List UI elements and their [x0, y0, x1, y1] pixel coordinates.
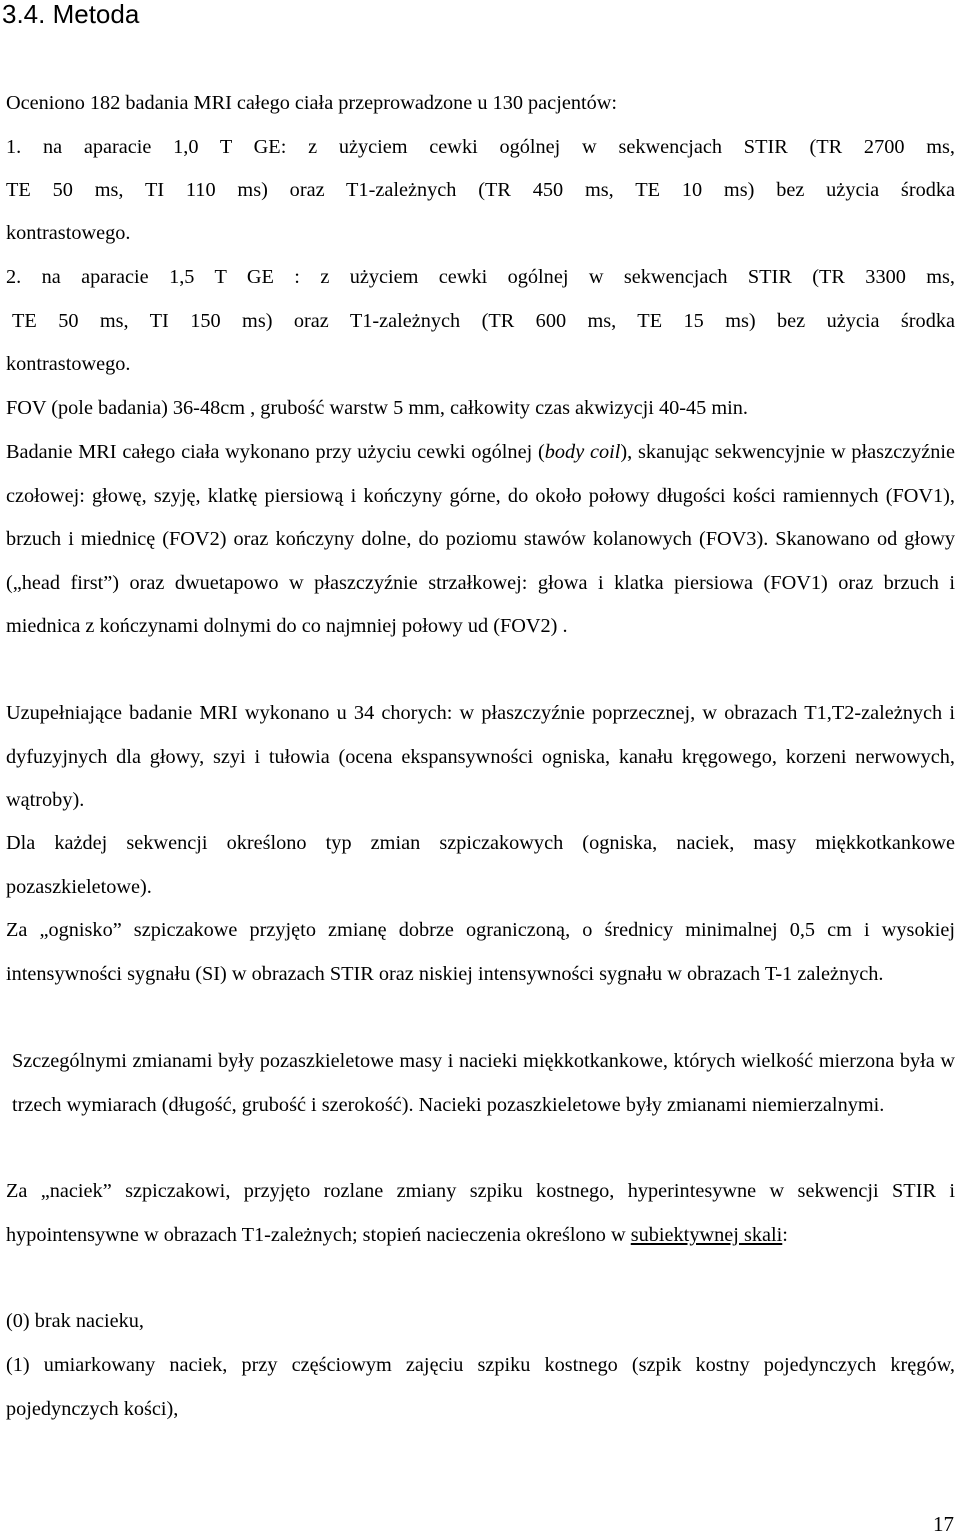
- item-1-line-2: TE 50 ms, TI 110 ms) oraz T1-zależnych (TR 450 ms, TE 10 ms) bez użycia środka: [6, 179, 955, 201]
- paragraph-ognisko: Za „ognisko” szpiczakowe przyjęto zmianę dobrze ograniczoną, o średnicy minimalnej 0,5 cm i wysokiej intensywności sygnału (SI) w obrazach STIR oraz niskiej intensywności sygnału w obrazach T-1 zależnych.: [6, 919, 955, 985]
- page-number: 17: [933, 1512, 954, 1536]
- body-coil-term: body coil: [544, 441, 621, 463]
- paragraph-badanie-rest: ), skanując sekwencyjnie w płaszczyźnie czołowej: głowę, szyję, klatkę piersiową i kończyny górne, do około połowy długości kości ramiennych (FOV1), brzuch i miednicę (FOV2) oraz kończyny dolne, do poziomu stawów kolanowych (FOV3). Skanowano od głowy („head first”) oraz dwuetapowo w płaszczyźnie strzałkowej: głowa i klatka piersiowa (FOV1) oraz brzuch i miednica z kończynami dolnymi do co najmniej połowy ud (FOV2) .: [6, 441, 956, 638]
- paragraph-naciek: [6, 1170, 955, 1257]
- item-2-line-2: TE 50 ms, TI 150 ms) oraz T1-zależnych (TR 600 ms, TE 15 ms) bez użycia środka: [12, 310, 955, 332]
- item-2-line-3: kontrastowego.: [6, 353, 131, 375]
- intro-line: Oceniono 182 badania MRI całego ciała przeprowadzone u 130 pacjentów:: [6, 92, 618, 114]
- fov-line: FOV (pole badania) 36-48cm , grubość warstw 5 mm, całkowity czas akwizycji 40-45 min.: [6, 397, 748, 419]
- item-1-line-1: 1. na aparacie 1,0 T GE: z użyciem cewki ogólnej w sekwencjach STIR (TR 2700 ms,: [6, 136, 955, 158]
- item-2-line-1: 2. na aparacie 1,5 T GE : z użyciem cewki ogólnej w sekwencjach STIR (TR 3300 ms,: [6, 266, 955, 288]
- paragraph-badanie: [6, 431, 955, 649]
- paragraph-uzupelniajace: Uzupełniające badanie MRI wykonano u 34 chorych: w płaszczyźnie poprzecznej, w obrazach T1,T2-zależnych i dyfuzyjnych dla głowy, szyi i tułowia (ocena ekspansywności ogniska, kanału kręgowego, korzeni nerwowych, wątroby).: [6, 702, 955, 812]
- paragraph-badanie-start: Badanie MRI całego ciała wykonano przy użyciu cewki ogólnej (: [6, 441, 545, 463]
- section-heading: 3.4. Metoda: [2, 0, 140, 29]
- paragraph-dla-kazdej: Dla każdej sekwencji określono typ zmian szpiczakowych (ogniska, naciek, masy miękkotkankowe pozaszkieletowe).: [6, 832, 955, 898]
- paragraph-naciek-main: Za „naciek” szpiczakowi, przyjęto rozlane zmiany szpiku kostnego, hyperintesywne w sekwencji STIR i hypointensywne w obrazach T1-zależnych; stopień nacieczenia określono w: [6, 1180, 955, 1246]
- subjective-scale-term: subiektywnej skali: [630, 1223, 783, 1246]
- paragraph-naciek-end: :: [782, 1223, 788, 1246]
- scale-item-1: (1) umiarkowany naciek, przy częściowym zajęciu szpiku kostnego (szpik kostny pojedynczych kręgów, pojedynczych kości),: [6, 1354, 955, 1420]
- item-1-line-3: kontrastowego.: [6, 222, 131, 244]
- scale-item-0: (0) brak nacieku,: [6, 1310, 144, 1332]
- paragraph-szczegolnymi: Szczególnymi zmianami były pozaszkieletowe masy i nacieki miękkotkankowe, których wielkość mierzona była w trzech wymiarach (długość, grubość i szerokość). Nacieki pozaszkieletowe były zmianami niemierzalnymi.: [12, 1050, 955, 1116]
